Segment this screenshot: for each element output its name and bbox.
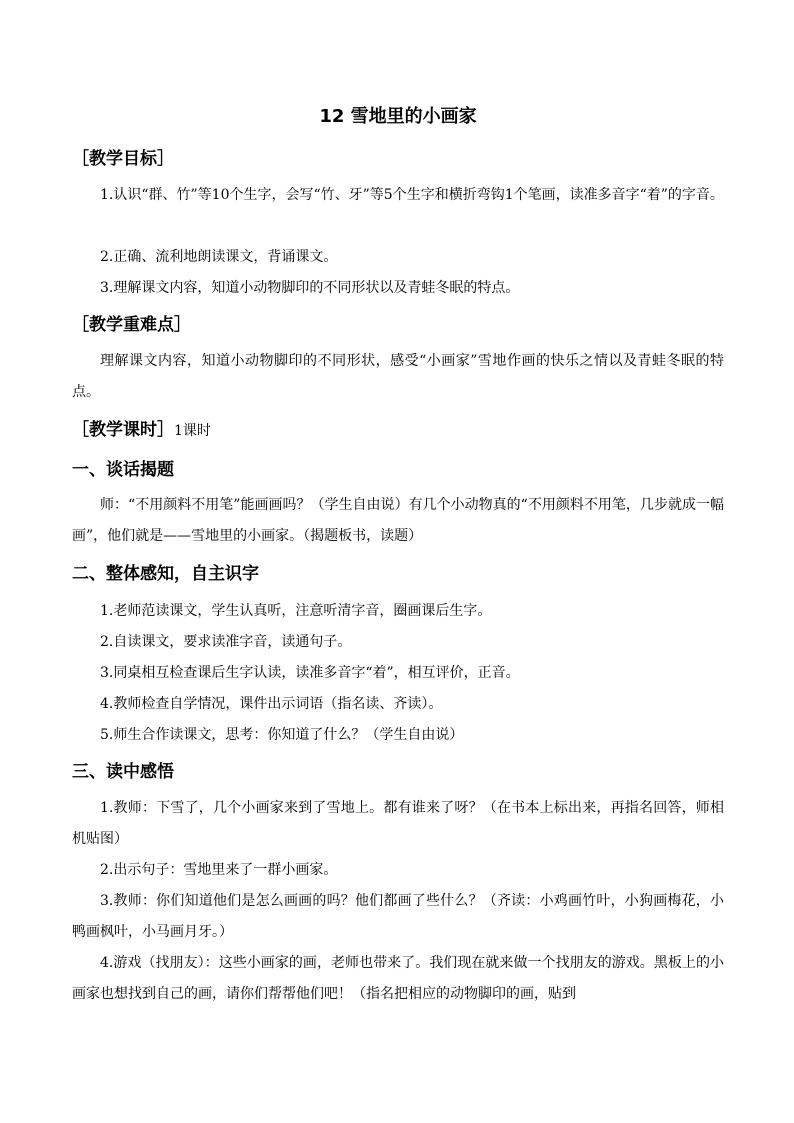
section-1-heading: 一、谈话揭题 [72, 460, 174, 480]
section-2-para-1-block [72, 596, 724, 627]
difficulties-section [72, 312, 724, 338]
section-2-para-3: 3.同桌相互检查课后生字认读，读准多音字“着”，相互评价，正音。 [100, 665, 520, 681]
section-2-para-4-block [72, 689, 724, 720]
section-1-para-1-block [72, 490, 724, 552]
section-2-para-5: 5.师生合作读课文，思考：你知道了什么？（学生自由说） [100, 727, 464, 743]
objective-item-1-block [72, 180, 724, 211]
section-3-heading: 三、读中感悟 [72, 762, 174, 782]
class-hours-section [72, 417, 724, 444]
class-hours-value: 1课时 [174, 423, 211, 439]
section-2-para-1: 1.老师范读课文，学生认真听，注意听清字音，圈画课后生字。 [100, 603, 492, 619]
section-2 [72, 561, 724, 587]
section-3-para-4-block [72, 948, 724, 1010]
section-3-para-4: 4.游戏（找朋友）：这些小画家的画，老师也带来了。我们现在就来做一个找朋友的游戏。黑板上的小画家也想找到自己的画，请你们帮帮他们吧！（指名把相应的动物脚印的画，贴到 [72, 955, 724, 1002]
section-3-para-3: 3.教师：你们知道他们是怎么画画的吗？他们都画了些什么？（齐读：小鸡画竹叶，小狗画梅花，小鸭画枫叶，小马画月牙。） [72, 893, 724, 940]
difficulties-text-block [72, 346, 724, 408]
objective-item-3-block [72, 273, 724, 304]
section-3-para-1: 1.教师：下雪了，几个小画家来到了雪地上。都有谁来了呀？（在书本上标出来，再指名回答，师相机贴图） [72, 800, 724, 847]
objective-item-2-block [72, 242, 724, 273]
section-2-para-2: 2.自读课文，要求读准字音，读通句子。 [100, 634, 352, 650]
section-3-para-3-block [72, 886, 724, 948]
section-3 [72, 759, 724, 785]
section-1-para-1: 师：“不用颜料不用笔”能画画吗？（学生自由说）有几个小动物真的“不用颜料不用笔，几步就成一幅画”，他们就是——雪地里的小画家。（揭题板书，读题） [72, 497, 724, 544]
objective-item-3: 3.理解课文内容，知道小动物脚印的不同形状以及青蛙冬眠的特点。 [100, 280, 520, 296]
difficulties-heading: ［教学重难点］ [72, 315, 191, 335]
class-hours-line [72, 417, 724, 444]
section-3-para-2: 2.出示句子：雪地里来了一群小画家。 [100, 862, 338, 878]
objective-item-1: 1.认识“群、竹”等10个生字，会写“竹、牙”等5个生字和横折弯钩1个笔画，读准多音字“着”的字音。 [100, 187, 724, 203]
objective-item-2: 2.正确、流利地朗读课文，背诵课文。 [100, 249, 338, 265]
section-2-para-5-block [72, 720, 724, 751]
section-3-para-1-block [72, 793, 724, 855]
section-2-para-4: 4.教师检查自学情况，课件出示词语（指名读、齐读）。 [100, 696, 443, 712]
section-2-heading: 二、整体感知，自主识字 [72, 564, 259, 584]
objectives-heading: ［教学目标］ [72, 149, 174, 169]
section-2-para-2-block [72, 627, 724, 658]
objectives-section [72, 146, 724, 172]
section-3-para-2-block [72, 855, 724, 886]
class-hours-heading: ［教学课时］ [72, 420, 174, 440]
lesson-title: 12 雪地里的小画家 [319, 106, 477, 127]
section-1 [72, 457, 724, 483]
section-2-para-3-block [72, 658, 724, 689]
difficulties-text: 理解课文内容，知道小动物脚印的不同形状，感受“小画家”雪地作画的快乐之情以及青蛙冬眠的特点。 [72, 353, 724, 400]
